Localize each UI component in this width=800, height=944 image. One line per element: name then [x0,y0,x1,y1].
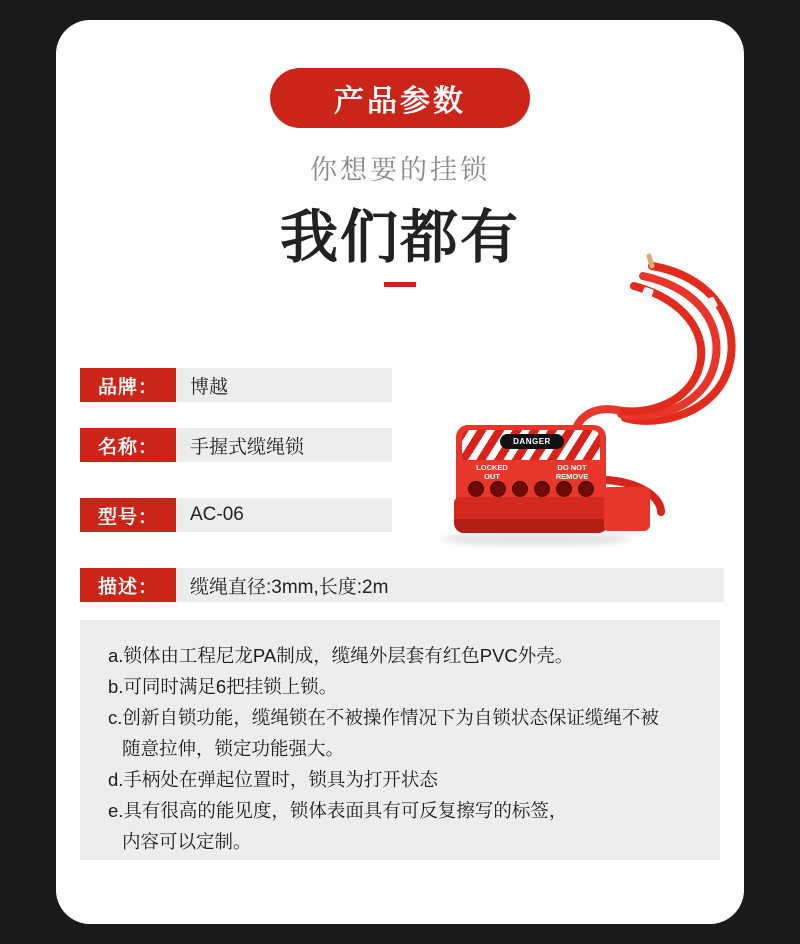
lock-handle [604,487,650,531]
product-image [411,250,744,580]
feature-line [108,797,692,824]
lock-face-plate [456,425,606,503]
padlock-hole [468,481,484,497]
locked-out-label [466,463,518,481]
do-not-remove-line2: REMOVE [555,472,589,481]
product-spec-card [56,20,744,924]
feature-line [108,766,692,793]
page-title: 我们都有 [279,205,520,270]
page-subtitle: 你想要的挂锁 [310,155,490,185]
do-not-remove-label [544,463,600,481]
feature-line [108,673,692,700]
padlock-holes [468,481,594,497]
feature-text: 随意拉伸，锁定功能强大。 [122,738,345,759]
feature-text: e.具有很高的能见度，锁体表面具有可反复擦写的标签， [108,800,568,821]
spec-value: 缆绳直径:3mm,长度:2m [176,568,724,602]
cable-lock-body [456,425,606,550]
feature-line [108,704,692,731]
feature-list-panel [80,620,720,860]
section-badge: 产品参数 [270,68,530,128]
spec-row-brand [80,368,392,402]
locked-out-line1: LOCKED [476,463,508,472]
padlock-hole [534,481,550,497]
feature-line [108,642,692,669]
locked-out-line2: OUT [484,472,500,481]
spec-row-model [80,498,392,532]
feature-line [108,735,692,762]
padlock-hole [556,481,572,497]
spec-label: 型号： [80,498,176,532]
padlock-hole [490,481,506,497]
feature-text: a.锁体由工程尼龙PA制成，缆绳外层套有红色PVC外壳。 [108,645,574,666]
do-not-remove-line1: DO NOT [557,463,587,472]
spec-label: 名称： [80,428,176,462]
spec-row-name [80,428,392,462]
feature-line [108,828,692,855]
feature-text: d.手柄处在弹起位置时，锁具为打开状态 [108,769,438,790]
spec-label: 品牌： [80,368,176,402]
spec-value: AC-06 [176,498,392,532]
danger-label: DANGER [500,434,564,449]
padlock-hole [578,481,594,497]
feature-text: 内容可以定制。 [122,831,252,852]
spec-value: 博越 [176,368,392,402]
feature-text: b.可同时满足6把挂锁上锁。 [108,676,338,697]
spec-label: 描述： [80,568,176,602]
spec-row-description [80,568,724,602]
lock-base-shadow [454,519,608,533]
padlock-hole [512,481,528,497]
spec-value: 手握式缆绳锁 [176,428,392,462]
feature-text: c.创新自锁功能，缆绳锁在不被操作情况下为自锁状态保证缆绳不被 [108,707,659,728]
